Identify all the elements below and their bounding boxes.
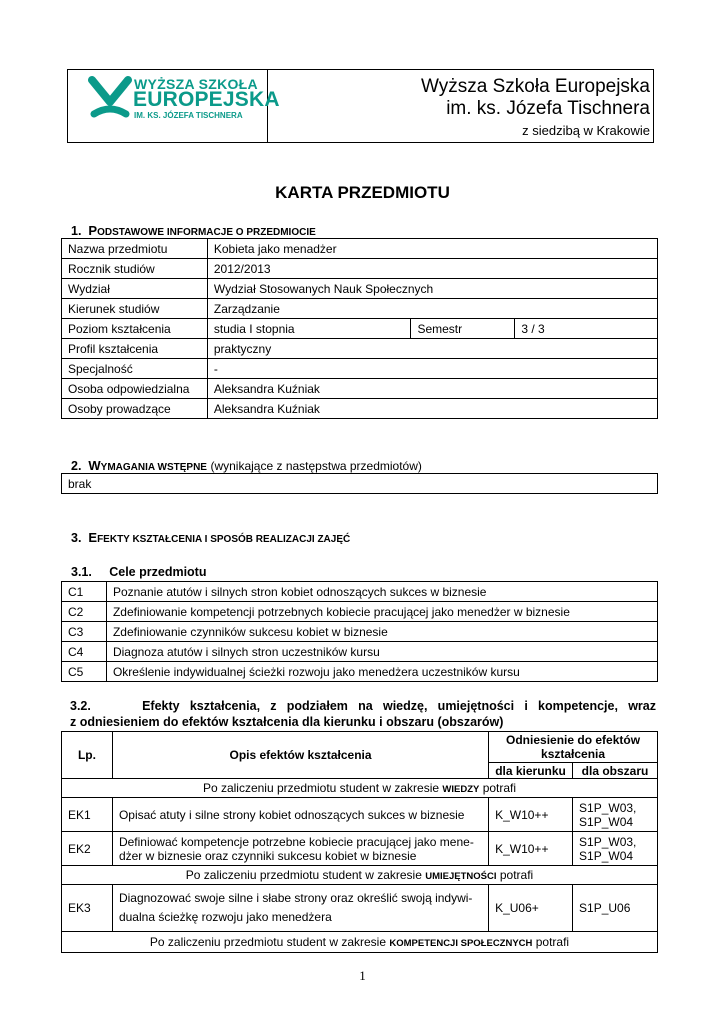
- school-logo-icon: [88, 74, 132, 120]
- semester-value: 3 / 3: [515, 319, 658, 339]
- requirements-value: brak: [62, 474, 658, 494]
- row-value: Zarządzanie: [207, 299, 657, 319]
- group-competences: Po zaliczeniu przedmiotu student w zakresie KOMPETENCJI SPOŁECZNYCH potrafi: [62, 932, 658, 953]
- col-ref: Odniesienie do efektów kształcenia: [489, 732, 658, 763]
- table-row: [62, 642, 658, 662]
- row-value: -: [207, 359, 657, 379]
- outcome-lp: EK1: [62, 798, 113, 832]
- outcome-area: S1P_W03, S1P_W04: [573, 832, 658, 866]
- group-row: [62, 779, 658, 798]
- table-row: [62, 319, 658, 339]
- table-row: [62, 474, 658, 494]
- table-row: [62, 602, 658, 622]
- table-row: [62, 662, 658, 682]
- row-label: Nazwa przedmiotu: [62, 239, 208, 259]
- section1-heading: 1. PODSTAWOWE INFORMACJE O PRZEDMIOCIE: [71, 223, 316, 238]
- objective-text: Zdefiniowanie kompetencji potrzebnych kobiecie pracującej jako menedżer w biznesie: [106, 602, 657, 622]
- row-value: Aleksandra Kuźniak: [207, 379, 657, 399]
- outcome-dir: K_W10++: [489, 832, 573, 866]
- table-row: [62, 399, 658, 419]
- table-row: [62, 832, 658, 866]
- group-row: [62, 866, 658, 885]
- logo-text-line1: WYŻSZA SZKOŁA: [134, 76, 258, 92]
- row-label: Osoba odpowiedzialna: [62, 379, 208, 399]
- col-lp: Lp.: [62, 732, 113, 779]
- outcome-desc: Definiować kompetencje potrzebne kobiecie pracującej jako mene- dżer w biznesie oraz czynniki sukcesu kobiet w biznesie: [112, 832, 488, 866]
- section32-heading-line1: 3.2. Efekty kształcenia, z podziałem na wiedzę, umiejętności i kompetencje, wraz: [70, 699, 656, 713]
- table-row: [62, 379, 658, 399]
- section3-heading: 3. EFEKTY KSZTAŁCENIA I SPOSÓB REALIZACJI ZAJĘĆ: [71, 530, 351, 545]
- section32-heading-line2: z odniesieniem do efektów kształcenia dla kierunku i obszaru (obszarów): [70, 715, 504, 729]
- outcome-lp: EK2: [62, 832, 113, 866]
- learning-outcomes-table: [61, 731, 658, 953]
- row-label: Specjalność: [62, 359, 208, 379]
- outcome-area: S1P_W03, S1P_W04: [573, 798, 658, 832]
- col-dir: dla kierunku: [489, 763, 573, 779]
- outcome-desc: Diagnozować swoje silne i słabe strony oraz określić swoją indywi- dualna ścieżkę rozwoju jako menedżera: [112, 885, 488, 932]
- table-row: [62, 885, 658, 932]
- document-title: KARTA PRZEDMIOTU: [275, 183, 450, 202]
- university-patron: im. ks. Józefa Tischnera: [446, 98, 650, 119]
- objective-text: Diagnoza atutów i silnych stron uczestników kursu: [106, 642, 657, 662]
- row-value: Wydział Stosowanych Nauk Społecznych: [207, 279, 657, 299]
- outcome-desc: Opisać atuty i silne strony kobiet odnoszących sukces w biznesie: [112, 798, 488, 832]
- table-row: [62, 582, 658, 602]
- objective-code: C3: [62, 622, 107, 642]
- outcome-dir: K_U06+: [489, 885, 573, 932]
- row-label: Osoby prowadzące: [62, 399, 208, 419]
- page-number: 1: [359, 968, 366, 983]
- objective-code: C1: [62, 582, 107, 602]
- group-skills: Po zaliczeniu przedmiotu student w zakresie UMIEJĘTNOŚCI potrafi: [62, 866, 658, 885]
- row-value: Kobieta jako menadżer: [207, 239, 657, 259]
- table-row: [62, 239, 658, 259]
- requirements-table: [61, 473, 658, 494]
- table-row: [62, 622, 658, 642]
- col-desc: Opis efektów kształcenia: [112, 732, 488, 779]
- table-row: [62, 259, 658, 279]
- row-value: 2012/2013: [207, 259, 657, 279]
- section2-heading: 2. WYMAGANIA WSTĘPNE (wynikające z następstwa przedmiotów): [71, 458, 422, 473]
- table-header-row: [62, 732, 658, 763]
- row-value: studia I stopnia: [207, 319, 411, 339]
- group-row: [62, 932, 658, 953]
- outcome-dir: K_W10++: [489, 798, 573, 832]
- row-value: Aleksandra Kuźniak: [207, 399, 657, 419]
- university-name: Wyższa Szkoła Europejska: [421, 76, 650, 97]
- row-label: Rocznik studiów: [62, 259, 208, 279]
- objective-code: C4: [62, 642, 107, 662]
- semester-label: Semestr: [411, 319, 515, 339]
- university-seat: z siedzibą w Krakowie: [522, 123, 650, 138]
- objective-text: Określenie indywidualnej ścieżki rozwoju jako menedżera uczestników kursu: [106, 662, 657, 682]
- table-row: [62, 359, 658, 379]
- objective-text: Poznanie atutów i silnych stron kobiet odnoszących sukces w biznesie: [106, 582, 657, 602]
- section31-heading: 3.1. Cele przedmiotu: [71, 565, 207, 579]
- col-area: dla obszaru: [573, 763, 658, 779]
- row-label: Kierunek studiów: [62, 299, 208, 319]
- group-knowledge: Po zaliczeniu przedmiotu student w zakresie WIEDZY potrafi: [62, 779, 658, 798]
- table-row: [62, 279, 658, 299]
- objective-code: C5: [62, 662, 107, 682]
- objective-text: Zdefiniowanie czynników sukcesu kobiet w biznesie: [106, 622, 657, 642]
- row-label: Poziom kształcenia: [62, 319, 208, 339]
- outcome-area: S1P_U06: [573, 885, 658, 932]
- table-row: [62, 339, 658, 359]
- row-label: Profil kształcenia: [62, 339, 208, 359]
- logo-text-line2: EUROPEJSKA: [133, 88, 280, 111]
- objectives-table: [61, 581, 658, 682]
- outcome-lp: EK3: [62, 885, 113, 932]
- row-label: Wydział: [62, 279, 208, 299]
- logo-text-line3: IM. KS. JÓZEFA TISCHNERA: [134, 111, 243, 120]
- objective-code: C2: [62, 602, 107, 622]
- table-row: [62, 798, 658, 832]
- basic-info-table: [61, 238, 658, 419]
- row-value: praktyczny: [207, 339, 657, 359]
- table-row: [62, 299, 658, 319]
